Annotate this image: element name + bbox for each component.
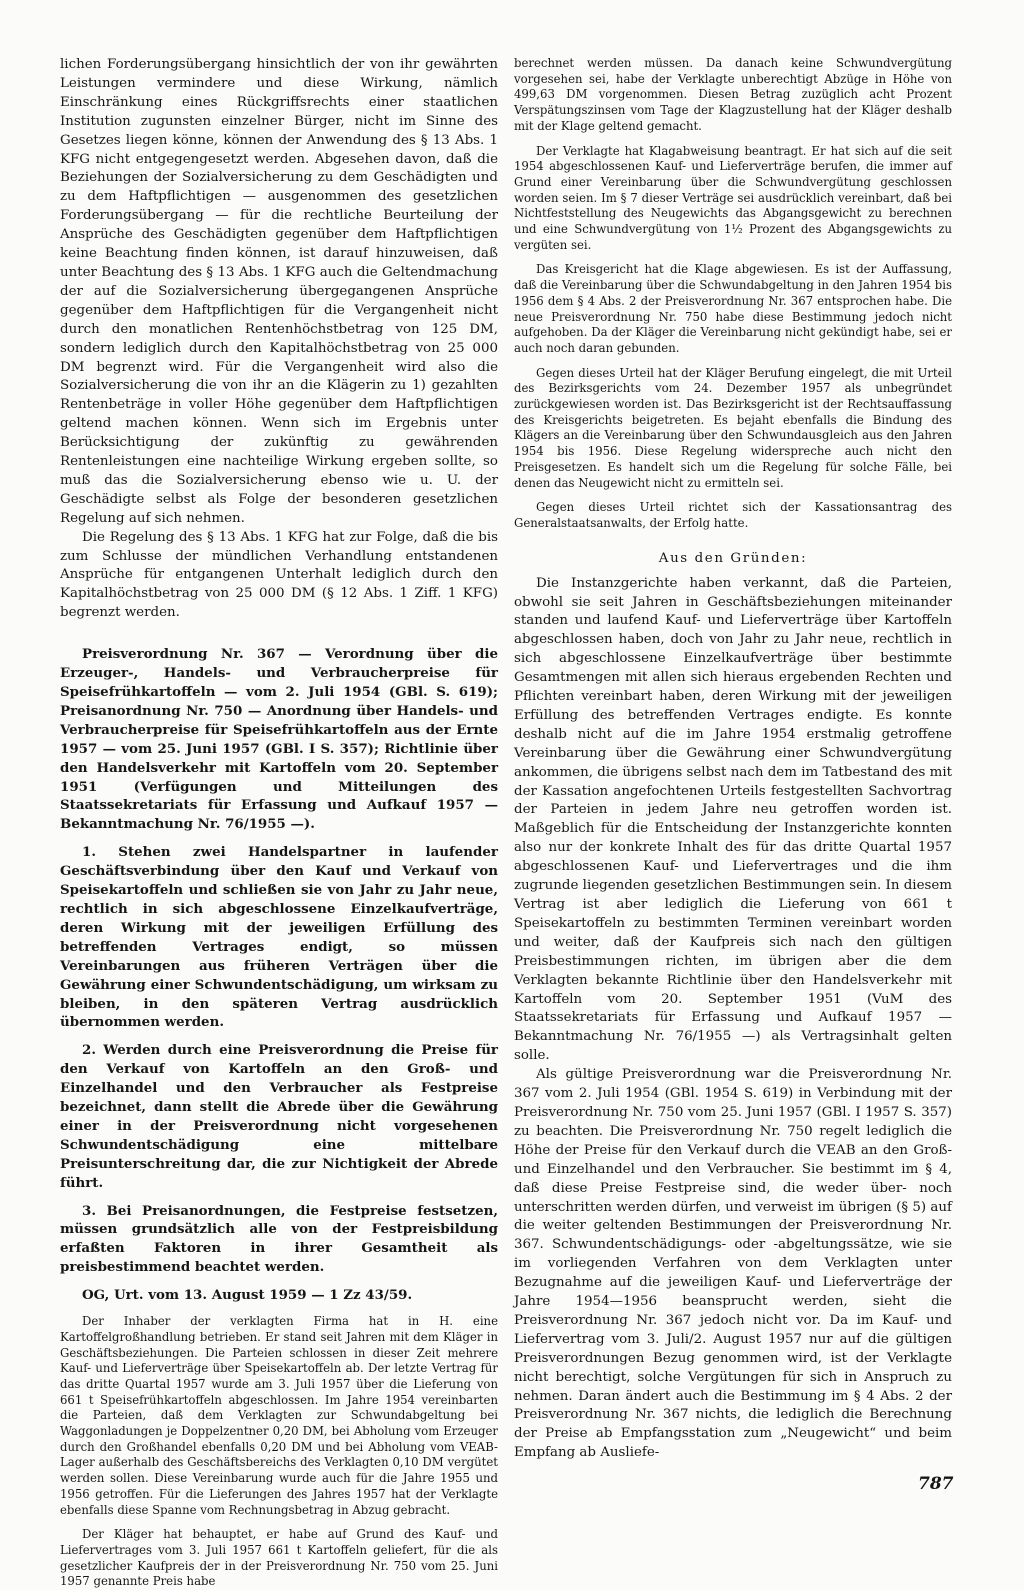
headnote-point-2: 2. Werden durch eine Preisverordnung die Preise für den Verkauf von Kartoffeln an den Groß- und Einzelhandel und den Verbraucher als Festpreise bezeichnet, dann stellt die Abrede über die Gewährung einer in der Preisverordnung nicht vorgesehenen Schwundentschädigung eine mittelbare Preisunterschreitung dar, die zur Nichtigkeit der Abrede führt. [60, 1042, 498, 1191]
headnote-point-1: 1. Stehen zwei Handelspartner in laufender Geschäftsverbindung über den Kauf und Verkauf von Speisekartoffeln und schließen sie von Jahr zu Jahr neue, rechtlich in sich abgeschlossene Einzelkaufverträge, deren Wirkung mit der jeweiligen Erfüllung des betreffenden Vertrages endigt, so müssen Vereinbarungen aus früheren Verträgen über die Gewährung einer Schwundentschädigung, um wirksam zu bleiben, in den späteren Vertrag ausdrücklich übernommen werden. [60, 844, 498, 1031]
page-number: 787 [918, 1474, 954, 1494]
paragraph-intro: lichen Forderungsübergang hinsichtlich der von ihr gewährten Leistungen vermindere und diese Wirkung, nämlich Einschränkung eines Rückgriffsrechts einer staatlichen Institution zugunsten einzelner Bürger, nicht im Sinne des Gesetzes liegen könne, können der Anwendung des § 13 Abs. 1 KFG nicht entgegengesetzt werden. Abgesehen davon, daß die Beziehungen der Sozialversicherung zu dem Geschädigten und zu dem Haftpflichtigen — ausgenommen des gesetzlichen Forderungsübergang — für die rechtliche Beurteilung der Ansprüche des Geschädigten gegenüber dem Haftpflichtigen keine Beachtung finden können, ist darauf hinzuweisen, daß unter Beachtung des § 13 Abs. 1 KFG auch die Geltendmachung der auf die Sozialversicherung übergegangenen Ansprüche gegenüber dem Haftpflichtigen für die Vergangenheit nicht durch den monatlichen Rentenhöchstbetrag von 125 DM, sondern lediglich durch den Kapitalhöchstbetrag von 25 000 DM begrenzt wird. Für die Vergangenheit wird also die Sozialversicherung die von ihr an die Klägerin zu 1) gezahlten Rentenbeträge in voller Höhe gegenüber dem Haftpflichtigen geltend machen können. Wenn sich im Ergebnis unter Berücksichtigung der zukünftig zu gewährenden Rentenleistungen eine nachteilige Wirkung ergeben sollte, so muß das die Sozialversicherung ebenso wie u. U. der Geschädigte selbst als Folge der besonderen gesetzlichen Regelung auf sich nehmen. [60, 57, 498, 526]
facts-paragraph-2: Der Kläger hat behauptet, er habe auf Grund des Kauf- und Liefervertrages vom 3. Juli 1957 661 t Kartoffeln geliefert, für die als gesetzlicher Kaufpreis der in der Preisverordnung Nr. 750 vom 25. Juni 1957 genannte Preis habe [60, 1527, 498, 1589]
facts-paragraph-6: Gegen dieses Urteil hat der Kläger Berufung eingelegt, die mit Urteil des Bezirksgerichts vom 24. Dezember 1957 als unbegründet zurückgewiesen worden ist. Das Bezirksgericht ist der Rechtsauffassung des Kreisgerichts beigetreten. Es bejaht ebenfalls die Bindung des Klägers an die Vereinbarung über den Schwundausgleich aus den Jahren 1954 bis 1956. Diese Regelung widerspreche auch nicht den Preisgesetzen. Es handelt sich um die Regelung für solche Fälle, bei denen das Neugewicht nicht zu ermitteln sei. [514, 365, 952, 490]
headnote-title: Preisverordnung Nr. 367 — Verordnung über die Erzeuger-, Handels- und Verbraucherpreise für Speisefrühkartoffeln — vom 2. Juli 1954 (GBl. S. 619); Preisanordnung Nr. 750 — Anordnung über Handels- und Verbraucherpreise für Speisefrühkartoffeln aus der Ernte 1957 — vom 25. Juni 1957 (GBl. I S. 357); Richtlinie über den Handelsverkehr mit Kartoffeln vom 20. September 1951 (Verfügungen und Mitteilungen des Staatssekretariats für Erfassung und Aufkauf 1957 — Bekanntmachung Nr. 76/1955 —). [60, 646, 498, 833]
paragraph-rule: Die Regelung des § 13 Abs. 1 KFG hat zur Folge, daß die bis zum Schlusse der mündlichen Verhandlung entstandenen Ansprüche für entgangenen Unterhalt lediglich durch den Kapitalhöchstbetrag von 25 000 DM (§ 12 Abs. 1 Ziff. 1 KFG) begrenzt werden. [60, 529, 498, 621]
facts-paragraph-3: berechnet werden müssen. Da danach keine Schwundvergütung vorgesehen sei, habe der Verklagte unberechtigt Abzüge in Höhe von 499,63 DM vorgenommen. Diesen Betrag zuzüglich acht Prozent Verspätungszinsen vom Tage der Klagzustellung hat der Kläger deshalb mit der Klage geltend gemacht. [514, 56, 952, 133]
right-column [514, 56, 952, 1463]
facts-paragraph-4: Der Verklagte hat Klagabweisung beantragt. Er hat sich auf die seit 1954 abgeschlossenen Kauf- und Lieferverträge berufen, die immer auf Grund einer Vereinbarung über die Schwundvergütung geschlossen worden seien. Im § 7 dieser Verträge sei ausdrücklich vereinbart, daß bei Nichtfeststellung des Neugewichts das Abgangsgewicht zu berechnen und eine Schwundvergütung von 1½ Prozent des Abgangsgewichts zu vergüten sei. [514, 143, 952, 252]
facts-paragraph-7: Gegen dieses Urteil richtet sich der Kassationsantrag des Generalstaatsanwalts, der Erfolg hatte. [514, 500, 952, 530]
headnote-point-3: 3. Bei Preisanordnungen, die Festpreise festsetzen, müssen grundsätzlich alle von der Festpreisbildung erfaßten Faktoren in ihrer Gesamtheit als preisbestimmend beachtet werden. [60, 1202, 498, 1276]
reasons-paragraph-2: Als gültige Preisverordnung war die Preisverordnung Nr. 367 vom 2. Juli 1954 (GBl. 1954 S. 619) in Verbindung mit der Preisverordnung Nr. 750 vom 25. Juni 1957 (GBl. I 1957 S. 357) zu beachten. Die Preisverordnung Nr. 750 regelt lediglich die Höhe der Preise für den Verkauf durch die VEAB an den Groß- und Einzelhandel und den Verbraucher. Sie bestimmt im § 4, daß diese Preise Festpreise sind, die weder über- noch unterschritten werden dürfen, und verweist im übrigen (§ 5) auf die weiter geltenden Bestimmungen der Preisverordnung Nr. 367. Schwundentschädigungs- oder -abgeltungssätze, wie sie im vorliegenden Verfahren von dem Verklagten unter Bezugnahme auf die jeweiligen Kauf- und Lieferverträge der Jahre 1954—1956 beansprucht werden, sieht die Preisverordnung Nr. 367 jedoch nicht vor. Da im Kauf- und Liefervertrag vom 3. Juli/2. August 1957 nur auf die gültigen Preisverordnungen Bezug genommen wird, ist der Verklagte nicht berechtigt, solche Vergütungen für sich in Anspruch zu nehmen. Daran ändert auch die Bestimmung im § 4 Abs. 2 der Preisverordnung Nr. 367 nichts, die lediglich die Berechnung der Preise ab Empfangsstation zum „Neugewicht“ und beim Empfang ab Ausliefe- [514, 1067, 952, 1461]
left-column [60, 56, 498, 1590]
reasons-heading: Aus den Gründen: [658, 550, 808, 566]
case-citation: OG, Urt. vom 13. August 1959 — 1 Zz 43/59. [82, 1287, 413, 1304]
reasons-paragraph-1: Die Instanzgerichte haben verkannt, daß die Parteien, obwohl sie seit Jahren in Geschäftsbeziehungen miteinander standen und laufend Kauf- und Lieferverträge über Kartoffeln abgeschlossen haben, doch von Jahr zu Jahr neue, rechtlich in sich abgeschlossene Einzelkaufverträge über bestimmte Gesamtmengen mit allen sich hieraus ergebenden Rechten und Pflichten vereinbart haben, deren Wirkung mit der jeweiligen Erfüllung des betreffenden Vertrages endigte. Es konnte deshalb nicht auf die im Jahre 1954 erstmalig getroffene Vereinbarung über die Gewährung einer Schwundvergütung ankommen, die übrigens selbst nach dem im Tatbestand des mit der Kassation angefochtenen Urteils festgestellten Sachvortrag der Parteien in jedem Jahre neu getroffen worden ist. Maßgeblich für die Entscheidung der Instanzgerichte konnten also nur der konkrete Inhalt des für das dritte Quartal 1957 abgeschlossenen Kauf- und Liefervertrages und die ihm zugrunde liegenden gesetzlichen Bestimmungen sein. In diesem Vertrag ist aber lediglich die Lieferung von 661 t Speisekartoffeln zu bestimmten Terminen vereinbart worden und weiter, daß der Kaufpreis sich nach den gültigen Preisbestimmungen richten, im übrigen aber die dem Verklagten bekannte Richtlinie über den Handelsverkehr mit Kartoffeln vom 20. September 1951 (VuM des Staatssekretariats für Erfassung und Aufkauf 1957 — Bekanntmachung Nr. 76/1955 —) als Vertragsinhalt gelten solle. [514, 575, 952, 1064]
facts-paragraph-5: Das Kreisgericht hat die Klage abgewiesen. Es ist der Auffassung, daß die Vereinbarung über die Schwundabgeltung in den Jahren 1954 bis 1956 dem § 4 Abs. 2 der Preisverordnung Nr. 367 entsprochen habe. Die neue Preisverordnung Nr. 750 habe diese Bestimmung jedoch nicht aufgehoben. Da der Kläger die Vereinbarung nicht gekündigt habe, sei er auch noch daran gebunden. [514, 262, 952, 355]
facts-paragraph-1: Der Inhaber der verklagten Firma hat in H. eine Kartoffelgroßhandlung betrieben. Er stand seit Jahren mit dem Kläger in Geschäftsbeziehungen. Die Parteien schlossen in dieser Zeit mehrere Kauf- und Lieferverträge über Speisekartoffeln ab. Der letzte Vertrag für das dritte Quartal 1957 wurde am 3. Juli 1957 über die Lieferung von 661 t Speisefrühkartoffeln abgeschlossen. Im Jahre 1954 vereinbarten die Parteien, daß dem Verklagten zur Schwundabgeltung bei Waggonladungen je Doppelzentner 0,20 DM, bei Abholung vom Erzeuger durch den Großhandel ebenfalls 0,20 DM und bei Abholung vom VEAB-Lager außerhalb des Geschäftsbereichs des Verklagten 0,10 DM vergütet werden sollen. Diese Vereinbarung wurde auch für die Jahre 1955 und 1956 getroffen. Für die Lieferungen des Jahres 1957 hat der Verklagte ebenfalls diese Spanne vom Rechnungsbetrag in Abzug gebracht. [60, 1314, 498, 1517]
